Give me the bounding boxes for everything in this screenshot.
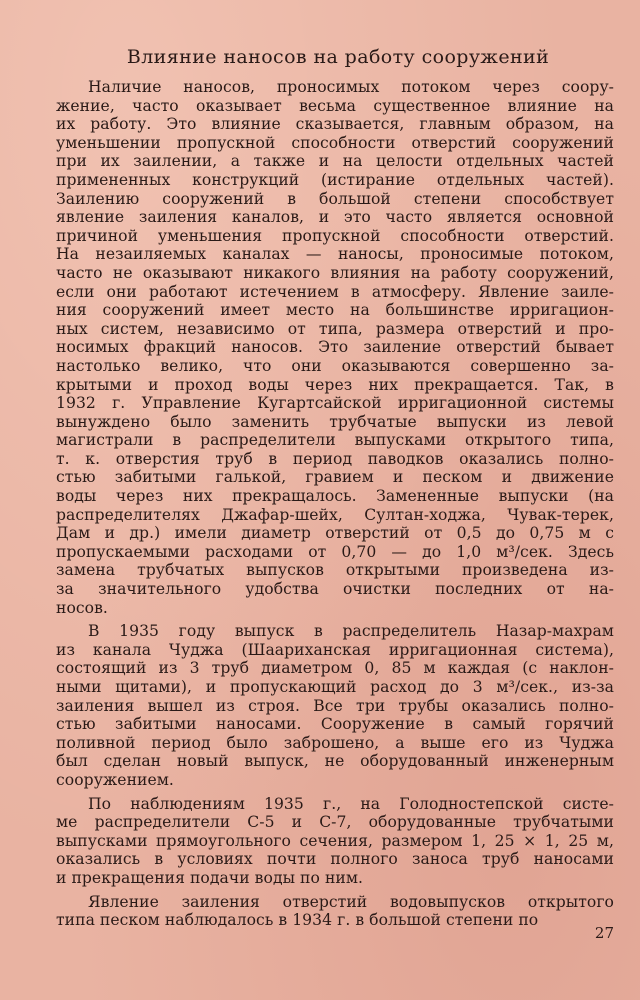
text-line: т. к. отверстия труб в период паводков оказались полно- (56, 449, 614, 468)
text-line: стью забитыми галькой, гравием и песком и движение (56, 468, 614, 487)
text-line: пропускаемыми расходами от 0,70 — до 1,0 м³/сек. Здесь (56, 542, 614, 561)
section-title: Влияние наносов на работу сооружений (126, 46, 550, 68)
text-line: стью забитыми наносами. Сооружение в самый горячий (56, 715, 614, 734)
text-line: Заилению сооружений в большой степени способствует (56, 189, 614, 208)
text-line: сооружением. (56, 770, 174, 789)
text-line: По наблюдениям 1935 г., на Голодностепской систе- (88, 794, 614, 813)
text-line: за значительного удобства очистки последних от на- (56, 580, 614, 599)
text-line: ными щитами), и пропускающий расход до 3 м³/сек., из-за (56, 678, 614, 696)
text-line: ных систем, независимо от типа, размера отверстий и про- (56, 319, 614, 338)
text-line: замена трубчатых выпусков открытыми произведена из- (56, 561, 614, 580)
text-line: при их заилении, а также и на целости отдельных частей (56, 152, 614, 171)
text-line: настолько велико, что они оказываются совершенно за- (56, 356, 614, 375)
text-line: распределителях Джафар-шейх, Султан-ходжа, Чувак-терек, (56, 505, 614, 524)
text-line: вынуждено было заменить трубчатые выпуски из левой (56, 412, 614, 431)
text-line: 1932 г. Управление Кугартсайской ирригационной системы (56, 394, 614, 413)
paragraph (56, 893, 614, 930)
paragraph (56, 622, 614, 789)
text-line: выпусками прямоугольного сечения, размером 1, 25 × 1, 25 м, (56, 831, 614, 850)
text-line: состоящий из 3 труб диаметром 0, 85 м каждая (с наклон- (56, 659, 614, 678)
text-line: крытыми и проход воды через них прекращается. Так, в (56, 375, 614, 394)
text-line: жение, часто оказывает весьма существенное влияние на (56, 96, 614, 115)
page-number: 27 (594, 924, 614, 942)
text-line: оказались в условиях почти полного заноса труб наносами (56, 850, 614, 869)
text-line: типа песком наблюдалось в 1934 г. в большой степени по (56, 911, 539, 930)
text-line: В 1935 году выпуск в распределитель Назар-махрам (88, 622, 614, 641)
text-line: если они работают истечением в атмосферу. Явление заиле- (56, 282, 614, 301)
text-line: их работу. Это влияние сказывается, главным образом, на (56, 115, 614, 134)
text-line: уменьшении пропускной способности отверстий сооружений (56, 133, 614, 152)
text-line: поливной период было заброшено, а выше его из Чуджа (56, 733, 614, 752)
text-line: причиной уменьшения пропускной способности отверстий. (56, 226, 614, 245)
text-line: ме распределители С-5 и С-7, оборудованные трубчатыми (56, 813, 614, 832)
text-line: Явление заиления отверстий водовыпусков открытого (88, 892, 614, 911)
text-line: ния сооружений имеет место на большинстве ирригацион- (56, 301, 614, 320)
text-line: из канала Чуджа (Шаариханская ирригационная система), (56, 640, 614, 659)
text-line: был сделан новый выпуск, не оборудованный инженерным (56, 752, 614, 771)
text-line: явление заиления каналов, и это часто является основной (56, 208, 614, 227)
text-line: воды через них прекращалось. Замененные выпуски (на (56, 487, 614, 506)
text-line: Дам и др.) имели диаметр отверстий от 0,5 до 0,75 м с (56, 524, 614, 543)
body-text (56, 78, 614, 930)
text-line: магистрали в распределители выпусками открытого типа, (56, 431, 614, 450)
text-line: примененных конструкций (истирание отдельных частей). (56, 170, 614, 189)
text-line: и прекращения подачи воды по ним. (56, 868, 364, 887)
paragraph (56, 78, 614, 617)
text-line: носимых фракций наносов. Это заиление отверстий бывает (56, 338, 614, 357)
paragraph (56, 795, 614, 888)
text-line: Наличие наносов, проносимых потоком через соору- (88, 78, 614, 96)
text-line: На незаиляемых каналах — наносы, проносимые потоком, (56, 245, 614, 264)
text-line: заиления вышел из строя. Все три трубы оказались полно- (56, 696, 614, 715)
text-line: часто не оказывают никакого влияния на работу сооружений, (56, 263, 614, 282)
text-line: носов. (56, 598, 108, 617)
